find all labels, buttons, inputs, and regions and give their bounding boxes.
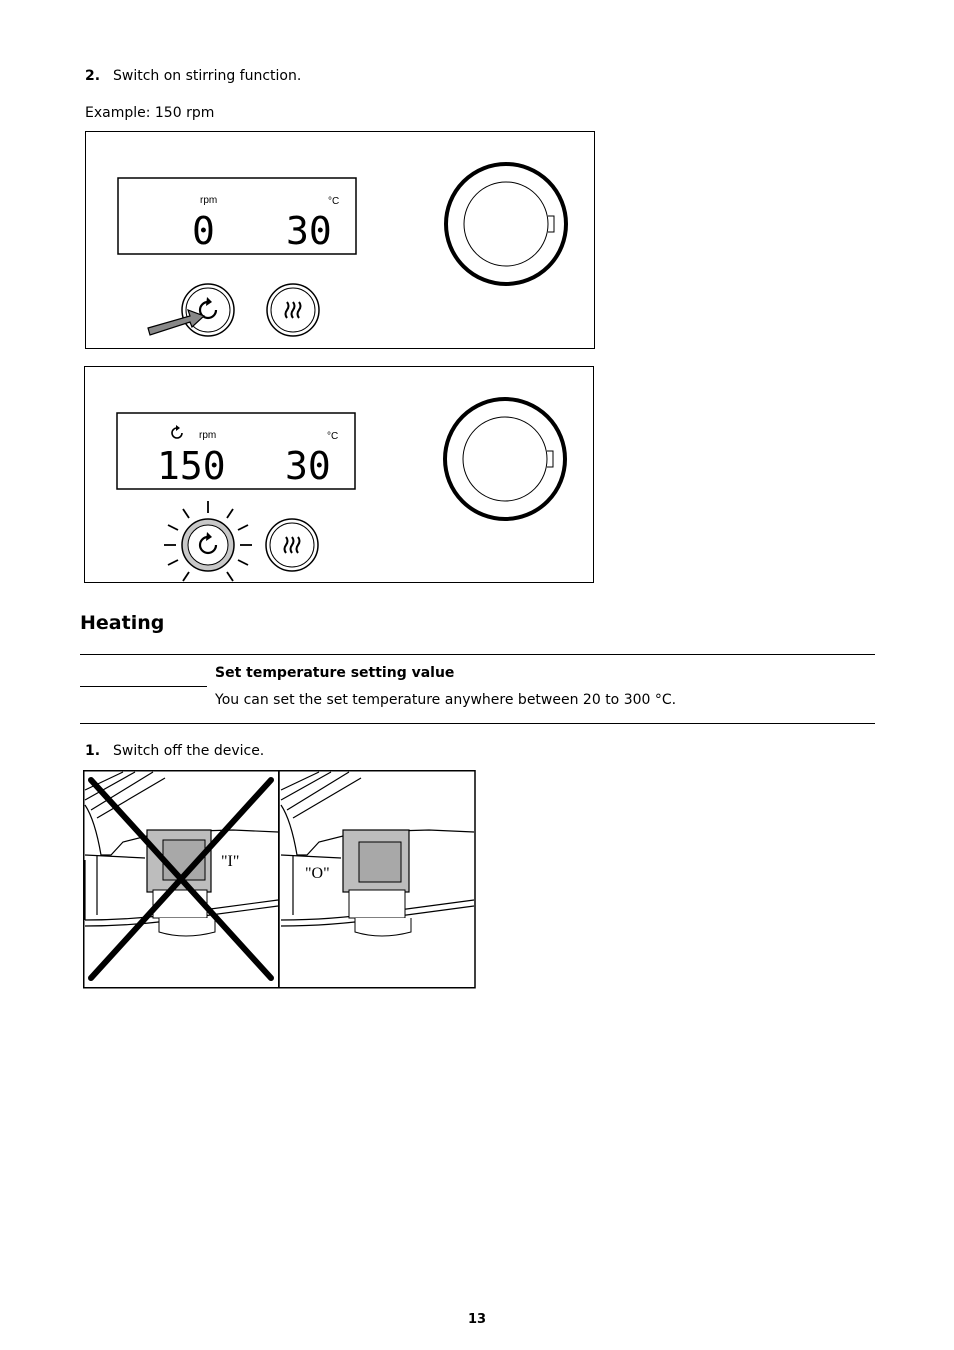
note-text: You can set the set temperature anywhere between 20 to 300 °C. — [215, 692, 677, 708]
switch-label-off: "O" — [305, 865, 330, 882]
switch-on-image — [84, 771, 279, 988]
control-panel-after — [84, 366, 594, 583]
step-text: Switch on stirring function. — [113, 68, 302, 84]
lcd-stir-icon — [172, 425, 182, 438]
example-caption: Example: 150 rpm — [85, 105, 215, 121]
note-top-rule — [80, 654, 875, 655]
lcd-rpm-value: 150 — [157, 444, 226, 488]
switch-off-image — [279, 771, 475, 988]
step-number: 1. — [85, 743, 101, 759]
lcd-temp-unit: °C — [327, 431, 339, 442]
step-number: 2. — [85, 68, 101, 84]
stir-button-active[interactable] — [164, 501, 252, 581]
stir-button[interactable] — [182, 284, 234, 336]
heat-button[interactable] — [267, 284, 319, 336]
note-side-rule — [80, 686, 207, 687]
switch-label-on: "I" — [221, 853, 240, 870]
step-text: Switch off the device. — [113, 743, 265, 759]
lcd-temp-value: 30 — [286, 209, 332, 253]
lcd-temp-unit: °C — [328, 196, 340, 207]
lcd-temp-value: 30 — [285, 444, 331, 488]
heat-button[interactable] — [266, 519, 318, 571]
control-panel-before — [85, 131, 595, 349]
switch-illustration — [83, 770, 476, 989]
note-bottom-rule — [80, 723, 875, 724]
step-stirring — [85, 68, 301, 84]
control-knob[interactable] — [446, 164, 566, 284]
section-title: Heating — [80, 612, 165, 634]
control-knob[interactable] — [445, 399, 565, 519]
lcd-rpm-value: 0 — [192, 209, 215, 253]
lcd-rpm-unit: rpm — [200, 195, 218, 206]
lcd-rpm-unit: rpm — [199, 430, 217, 441]
page-number: 13 — [467, 1312, 487, 1327]
note-title: Set temperature setting value — [215, 665, 455, 681]
step-switch-off — [85, 743, 264, 759]
